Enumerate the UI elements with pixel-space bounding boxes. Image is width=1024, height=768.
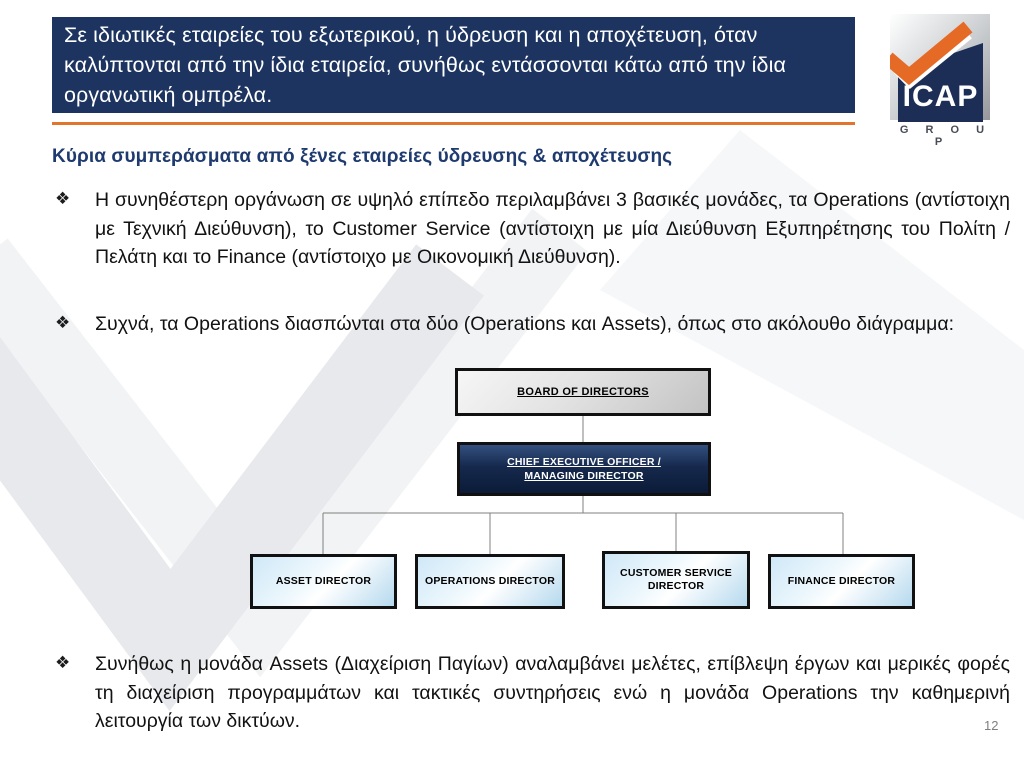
- logo-icap-text: ICAP: [902, 80, 979, 113]
- icap-group-logo: [890, 14, 992, 148]
- org-box-label: BOARD OF DIRECTORS: [517, 386, 649, 398]
- slide-header-banner: [52, 17, 855, 113]
- section-heading: Κύρια συμπεράσματα από ξένες εταιρείες ύδρευσης & αποχέτευσης: [52, 146, 673, 167]
- org-box-label: ASSET DIRECTOR: [275, 575, 372, 587]
- bullet-item-1: [55, 186, 1010, 272]
- icap-logo-graphic: [890, 14, 990, 140]
- bullet-diamond-icon: ❖: [55, 653, 71, 672]
- page-number: 12: [984, 718, 999, 733]
- logo-group-text: G R O U P: [899, 124, 992, 148]
- org-box-label: FINANCE DIRECTOR: [787, 575, 896, 587]
- org-box-label: CUSTOMER SERVICE DIRECTOR: [620, 567, 732, 592]
- org-box-finance-director: [768, 554, 915, 609]
- bullet-diamond-icon: ❖: [55, 313, 71, 332]
- bullet-diamond-icon: ❖: [55, 189, 71, 208]
- org-box-label-line1: CHIEF EXECUTIVE OFFICER /: [507, 456, 661, 468]
- bullet-text: Συχνά, τα Operations διασπώνται στα δύο (Operations και Assets), όπως στο ακόλουθο διάγραμμα:: [95, 313, 955, 335]
- org-box-customer-service-director: [602, 551, 750, 609]
- org-box-chief-executive: [457, 442, 711, 496]
- bullet-item-2: [55, 310, 1010, 339]
- bullet-item-3: [55, 650, 1010, 736]
- org-box-asset-director: [250, 554, 397, 609]
- orange-divider: [52, 122, 855, 125]
- org-box-label: OPERATIONS DIRECTOR: [424, 575, 555, 587]
- slide-header-text: Σε ιδιωτικές εταιρείες του εξωτερικού, η ύδρευση και η αποχέτευση, όταν καλύπτονται από την ίδια εταιρεία, συνήθως εντάσσονται κάτω από την ίδια οργανωτική ομπρέλα.: [64, 23, 787, 107]
- org-box-board-of-directors: [455, 368, 711, 416]
- org-box-operations-director: [415, 554, 565, 609]
- bullet-text: Η συνηθέστερη οργάνωση σε υψηλό επίπεδο περιλαμβάνει 3 βασικές μονάδες, τα Operations (αντίστοιχη με Τεχνική Διεύθυνση), το Customer Service (αντίστοιχη με μία Διεύθυνση Εξυπηρέτησης του Πολίτη / Πελάτη και το Finance (αντίστοιχο με Οικονομική Διεύθυνση).: [95, 189, 1010, 268]
- bullet-text: Συνήθως η μονάδα Assets (Διαχείριση Παγίων) αναλαμβάνει μελέτες, επίβλεψη έργων και μερικές φορές τη διαχείριση προγραμμάτων και τακτικές συντηρήσεις ενώ η μονάδα Operations την καθημερινή λειτουργία των δικτύων.: [95, 653, 1010, 732]
- org-box-label-line2: MANAGING DIRECTOR: [524, 470, 644, 482]
